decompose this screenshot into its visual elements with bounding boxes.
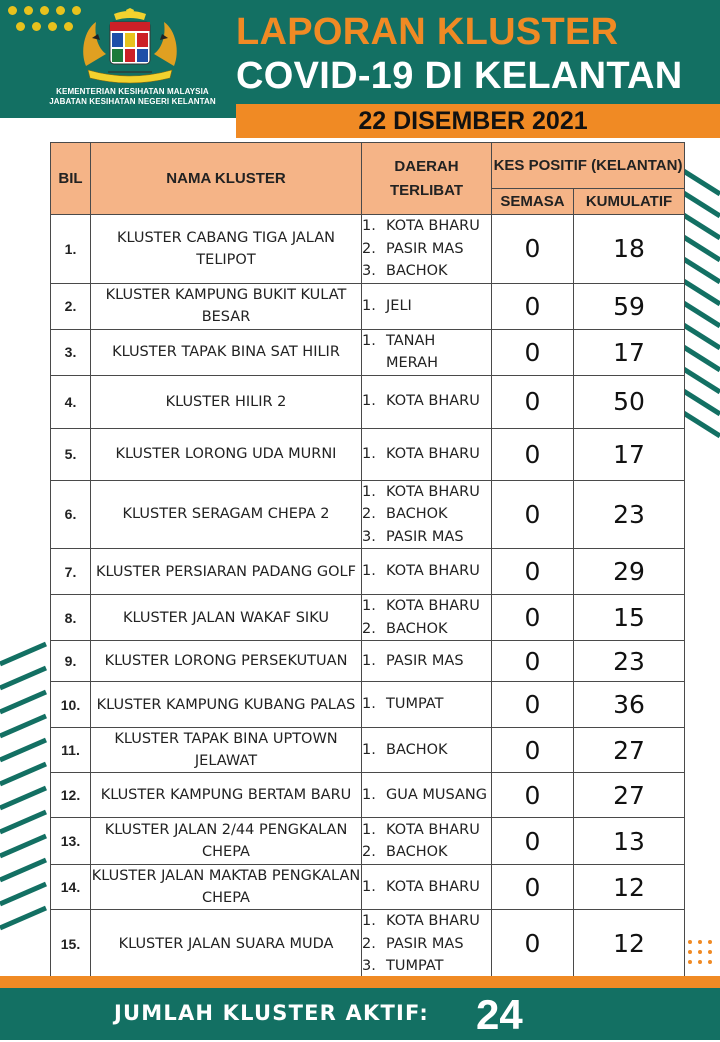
district-item: 1. PASIR MAS xyxy=(362,650,491,673)
row-number: 5. xyxy=(51,428,91,480)
district-list xyxy=(362,329,492,375)
cluster-name: KLUSTER HILIR 2 xyxy=(91,375,362,428)
cumulative-cases: 50 xyxy=(574,375,685,428)
row-number: 12. xyxy=(51,773,91,818)
row-number: 14. xyxy=(51,865,91,910)
current-cases: 0 xyxy=(492,595,574,641)
cluster-name: KLUSTER TAPAK BINA UPTOWN JELAWAT xyxy=(91,728,362,773)
table-row xyxy=(51,329,685,375)
ministry-name: KEMENTERIAN KESIHATAN MALAYSIA xyxy=(56,87,209,96)
report-date: 22 DISEMBER 2021 xyxy=(358,107,588,135)
cluster-name: KLUSTER JALAN MAKTAB PENGKALAN CHEPA xyxy=(91,865,362,910)
district-list xyxy=(362,641,492,682)
cluster-name: KLUSTER CABANG TIGA JALAN TELIPOT xyxy=(91,215,362,284)
department-name: JABATAN KESIHATAN NEGERI KELANTAN xyxy=(49,97,216,106)
row-number: 4. xyxy=(51,375,91,428)
table-row xyxy=(51,375,685,428)
cluster-name: KLUSTER JALAN 2/44 PENGKALAN CHEPA xyxy=(91,818,362,865)
district-name: KOTA BHARU xyxy=(386,821,480,838)
diagonal-stripes-icon xyxy=(682,150,720,450)
row-number: 3. xyxy=(51,329,91,375)
current-cases: 0 xyxy=(492,375,574,428)
table-row xyxy=(51,773,685,818)
district-list xyxy=(362,428,492,480)
cumulative-cases: 15 xyxy=(574,595,685,641)
district-item: 1. KOTA BHARU xyxy=(362,819,491,842)
footer-accent xyxy=(0,976,720,988)
cluster-name: KLUSTER JALAN WAKAF SIKU xyxy=(91,595,362,641)
current-cases: 0 xyxy=(492,329,574,375)
district-name: GUA MUSANG xyxy=(386,786,487,803)
table-row xyxy=(51,865,685,910)
district-list xyxy=(362,283,492,329)
district-list xyxy=(362,728,492,773)
district-item: 1. KOTA BHARU xyxy=(362,910,491,933)
current-cases: 0 xyxy=(492,428,574,480)
current-cases: 0 xyxy=(492,215,574,284)
table-row xyxy=(51,682,685,728)
header-nama: NAMA KLUSTER xyxy=(91,143,362,215)
district-item: 1. GUA MUSANG xyxy=(362,784,491,807)
cumulative-cases: 17 xyxy=(574,329,685,375)
crest-logo-icon xyxy=(78,8,182,84)
district-item: 1. JELI xyxy=(362,295,491,318)
district-item: 1. TANAH MERAH xyxy=(362,330,491,375)
cluster-name: KLUSTER TAPAK BINA SAT HILIR xyxy=(91,329,362,375)
page-title: LAPORAN KLUSTER xyxy=(236,11,619,53)
district-name: PASIR MAS xyxy=(386,240,464,257)
table-row xyxy=(51,595,685,641)
district-name: BACHOK xyxy=(386,844,448,860)
district-name: PASIR MAS xyxy=(386,652,464,669)
district-name: KOTA BHARU xyxy=(386,563,480,580)
district-item: 2. PASIR MAS xyxy=(362,238,491,261)
total-value: 24 xyxy=(476,991,523,1038)
district-list xyxy=(362,549,492,595)
diagonal-stripes-icon xyxy=(0,640,50,940)
district-item: 1. KOTA BHARU xyxy=(362,560,491,583)
district-name: BACHOK xyxy=(386,620,448,637)
district-name: KOTA BHARU xyxy=(386,483,480,500)
current-cases: 0 xyxy=(492,682,574,728)
cumulative-cases: 12 xyxy=(574,910,685,979)
district-name: KOTA BHARU xyxy=(386,913,480,929)
district-list xyxy=(362,773,492,818)
header-kumulatif: KUMULATIF xyxy=(574,189,685,215)
table-row xyxy=(51,818,685,865)
district-item: 1. KOTA BHARU xyxy=(362,443,491,466)
cluster-name: KLUSTER KAMPUNG BERTAM BARU xyxy=(91,773,362,818)
current-cases: 0 xyxy=(492,549,574,595)
district-name: KOTA BHARU xyxy=(386,598,480,614)
district-item: 1. KOTA BHARU xyxy=(362,390,491,413)
row-number: 8. xyxy=(51,595,91,641)
district-item: 1. TUMPAT xyxy=(362,693,491,716)
cluster-name: KLUSTER JALAN SUARA MUDA xyxy=(91,910,362,979)
row-number: 10. xyxy=(51,682,91,728)
row-number: 15. xyxy=(51,910,91,979)
current-cases: 0 xyxy=(492,773,574,818)
district-name: BACHOK xyxy=(386,263,448,279)
current-cases: 0 xyxy=(492,910,574,979)
cluster-name: KLUSTER LORONG PERSEKUTUAN xyxy=(91,641,362,682)
district-name: KOTA BHARU xyxy=(386,878,480,895)
current-cases: 0 xyxy=(492,728,574,773)
cumulative-cases: 18 xyxy=(574,215,685,284)
district-list xyxy=(362,595,492,641)
cumulative-cases: 12 xyxy=(574,865,685,910)
dot-pattern-icon xyxy=(8,6,78,42)
district-name: KOTA BHARU xyxy=(386,393,480,410)
row-number: 2. xyxy=(51,283,91,329)
district-list xyxy=(362,215,492,284)
table-row xyxy=(51,728,685,773)
header-bil: BIL xyxy=(51,143,91,215)
district-item: 1. KOTA BHARU xyxy=(362,481,491,504)
district-list xyxy=(362,480,492,549)
row-number: 7. xyxy=(51,549,91,595)
cumulative-cases: 27 xyxy=(574,773,685,818)
district-item: 1. BACHOK xyxy=(362,739,491,762)
cluster-name: KLUSTER SERAGAM CHEPA 2 xyxy=(91,480,362,549)
district-item: 2. BACHOK xyxy=(362,503,491,526)
cluster-name: KLUSTER LORONG UDA MURNI xyxy=(91,428,362,480)
current-cases: 0 xyxy=(492,818,574,865)
current-cases: 0 xyxy=(492,641,574,682)
page-subtitle: COVID-19 DI KELANTAN xyxy=(236,55,683,97)
current-cases: 0 xyxy=(492,865,574,910)
district-list xyxy=(362,910,492,979)
district-name: TANAH MERAH xyxy=(386,332,438,371)
district-item: 1. KOTA BHARU xyxy=(362,215,491,238)
district-name: TUMPAT xyxy=(386,958,444,974)
district-item: 2. PASIR MAS xyxy=(362,933,491,956)
table-row xyxy=(51,910,685,979)
cumulative-cases: 36 xyxy=(574,682,685,728)
cumulative-cases: 59 xyxy=(574,283,685,329)
header-kes-positif: KES POSITIF (KELANTAN) xyxy=(492,143,685,189)
district-name: BACHOK xyxy=(386,741,448,758)
row-number: 9. xyxy=(51,641,91,682)
district-name: JELI xyxy=(386,297,412,314)
cluster-name: KLUSTER KAMPUNG BUKIT KULAT BESAR xyxy=(91,283,362,329)
table-row xyxy=(51,641,685,682)
header-daerah: DAERAH TERLIBAT xyxy=(362,143,492,215)
district-item: 3. BACHOK xyxy=(362,260,491,283)
cumulative-cases: 17 xyxy=(574,428,685,480)
district-name: TUMPAT xyxy=(386,696,444,713)
row-number: 1. xyxy=(51,215,91,284)
district-item: 3. TUMPAT xyxy=(362,955,491,978)
district-list xyxy=(362,682,492,728)
cumulative-cases: 27 xyxy=(574,728,685,773)
current-cases: 0 xyxy=(492,480,574,549)
district-list xyxy=(362,375,492,428)
table-row xyxy=(51,549,685,595)
district-name: PASIR MAS xyxy=(386,935,464,952)
current-cases: 0 xyxy=(492,283,574,329)
table-row xyxy=(51,480,685,549)
district-name: KOTA BHARU xyxy=(386,445,480,462)
table-row xyxy=(51,283,685,329)
district-item: 1. KOTA BHARU xyxy=(362,595,491,618)
row-number: 6. xyxy=(51,480,91,549)
table-row xyxy=(51,215,685,284)
cumulative-cases: 29 xyxy=(574,549,685,595)
header-semasa: SEMASA xyxy=(492,189,574,215)
cumulative-cases: 13 xyxy=(574,818,685,865)
district-item: 3. PASIR MAS xyxy=(362,526,491,549)
row-number: 13. xyxy=(51,818,91,865)
total-label: JUMLAH KLUSTER AKTIF: xyxy=(114,1001,429,1025)
district-list xyxy=(362,818,492,865)
district-item: 1. KOTA BHARU xyxy=(362,876,491,899)
table-row xyxy=(51,428,685,480)
district-name: KOTA BHARU xyxy=(386,218,480,234)
cluster-table xyxy=(50,142,685,979)
cumulative-cases: 23 xyxy=(574,641,685,682)
district-list xyxy=(362,865,492,910)
dot-pattern-icon xyxy=(684,936,720,976)
district-item: 2. BACHOK xyxy=(362,841,491,864)
district-name: PASIR MAS xyxy=(386,528,464,545)
cluster-name: KLUSTER KAMPUNG KUBANG PALAS xyxy=(91,682,362,728)
district-name: BACHOK xyxy=(386,506,448,522)
cumulative-cases: 23 xyxy=(574,480,685,549)
district-item: 2. BACHOK xyxy=(362,618,491,641)
cluster-name: KLUSTER PERSIARAN PADANG GOLF xyxy=(91,549,362,595)
row-number: 11. xyxy=(51,728,91,773)
